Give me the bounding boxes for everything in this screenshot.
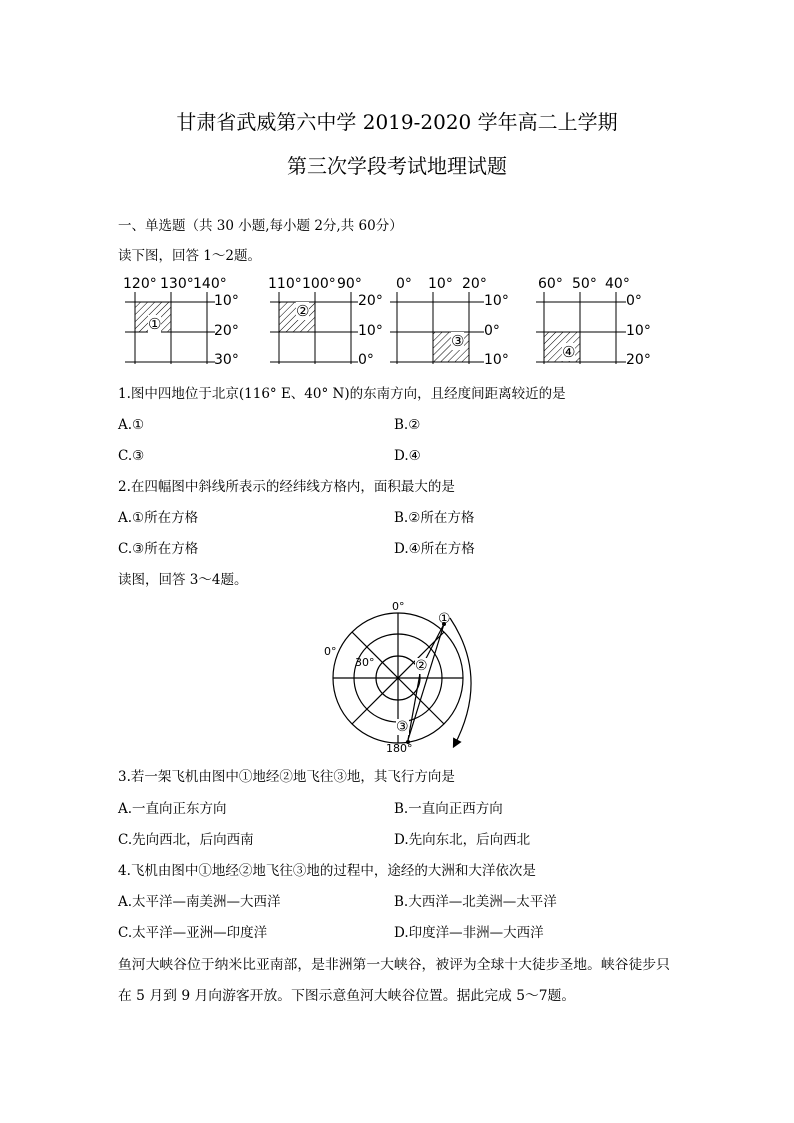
q3-stem: 3.若一架飞机由图中①地经②地飞往③地，其飞行方向是 (118, 769, 455, 785)
grid1-right-label: 30° (214, 352, 239, 368)
polar-point-3: ③ (396, 719, 409, 735)
grid3-lines (390, 292, 490, 372)
grid3-right-label: 0° (484, 323, 500, 339)
q2-option-b: B.②所在方格 (394, 510, 475, 526)
q2-stem: 2.在四幅图中斜线所表示的经纬线方格内，面积最大的是 (118, 479, 455, 495)
grid3-top-label: 20° (462, 276, 487, 292)
page-title-line1: 甘肃省武威第六中学 2019-2020 学年高二上学期 (176, 110, 618, 134)
q2-option-c: C.③所在方格 (118, 541, 199, 557)
polar-label-bottom: 180° (386, 742, 413, 755)
passage-line-2: 在 5 月到 9 月向游客开放。下图示意鱼河大峡谷位置。据此完成 5～7题。 (118, 988, 576, 1004)
polar-label-top: 0° (392, 600, 405, 613)
grid3-right-label: 10° (484, 352, 509, 368)
q1-option-b: B.② (394, 417, 421, 433)
q3-option-d: D.先向东北，后向西北 (394, 832, 531, 848)
q4-option-b: B.大西洋—北美洲—太平洋 (394, 894, 557, 910)
polar-point-1: ① (438, 611, 451, 627)
q4-option-d: D.印度洋—非洲—大西洋 (394, 925, 544, 941)
grid1-right-label: 10° (214, 293, 239, 309)
grid4-lines (532, 292, 632, 372)
q4-stem: 4.飞机由图中①地经②地飞往③地的过程中，途经的大洲和大洋依次是 (118, 863, 536, 879)
q3-option-c: C.先向西北，后向西南 (118, 832, 254, 848)
q4-option-a: A.太平洋—南美洲—大西洋 (118, 894, 281, 910)
grid1-right-label: 20° (214, 323, 239, 339)
page-title-line2: 第三次学段考试地理试题 (287, 154, 507, 178)
section-heading: 一、单选题（共 30 小题,每小题 2分,共 60分） (118, 218, 403, 234)
grid2-lines (262, 292, 362, 372)
passage-line-1: 鱼河大峡谷位于纳米比亚南部，是非洲第一大峡谷，被评为全球十大徒步圣地。峡谷徒步只 (118, 957, 670, 973)
grid1-top-label: 130° (160, 276, 194, 292)
grid4-top-label: 40° (605, 276, 630, 292)
grid1-top-label: 140° (193, 276, 227, 292)
grid3-marker: ③ (451, 332, 465, 350)
q4-option-c: C.太平洋—亚洲—印度洋 (118, 925, 268, 941)
polar-point-2: ② (415, 658, 428, 674)
intro-q3-4: 读图，回答 3～4题。 (118, 572, 248, 588)
q1-option-a: A.① (118, 417, 145, 433)
grid2-top-label: 110° (268, 276, 302, 292)
q2-option-a: A.①所在方格 (118, 510, 199, 526)
grid4-right-label: 20° (626, 352, 651, 368)
q1-option-c: C.③ (118, 448, 145, 464)
grid3-top-label: 10° (428, 276, 453, 292)
grid2-top-label: 100° (302, 276, 336, 292)
q3-option-b: B.一直向正西方向 (394, 801, 503, 817)
q3-option-a: A.一直向正东方向 (118, 801, 227, 817)
grid3-top-label: 0° (396, 276, 412, 292)
intro-q1-2: 读下图，回答 1～2题。 (118, 248, 261, 264)
polar-label-inner: 30° (355, 656, 375, 669)
q2-option-d: D.④所在方格 (394, 541, 475, 557)
polar-label-left: 0° (324, 645, 337, 658)
grid3-right-label: 10° (484, 293, 509, 309)
grid1-lines (115, 292, 215, 372)
grid1-top-label: 120° (123, 276, 157, 292)
grid4-top-label: 50° (572, 276, 597, 292)
grid1-marker: ① (148, 315, 162, 333)
grid2-marker: ② (296, 302, 310, 320)
grid2-right-label: 0° (358, 352, 374, 368)
grid4-top-label: 60° (538, 276, 563, 292)
grid4-marker: ④ (562, 343, 576, 361)
q1-stem: 1.图中四地位于北京(116° E、40° N)的东南方向，且经度间距离较近的是 (118, 386, 566, 402)
grid2-right-label: 20° (358, 293, 383, 309)
rotation-arrow-icon (450, 618, 471, 746)
grid4-right-label: 0° (626, 293, 642, 309)
grid2-right-label: 10° (358, 323, 383, 339)
grid4-right-label: 10° (626, 323, 651, 339)
grid2-top-label: 90° (337, 276, 362, 292)
q1-option-d: D.④ (394, 448, 421, 464)
